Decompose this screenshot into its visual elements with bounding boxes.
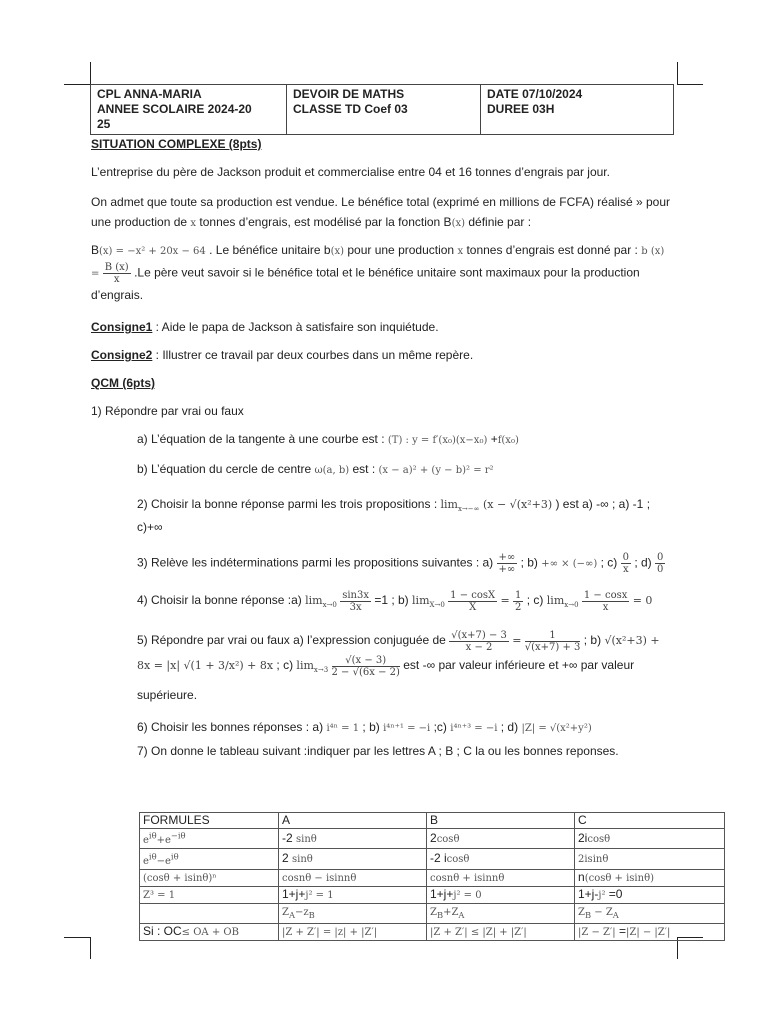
fraction: $\frac{+\infty}{+\infty}$ <box>498 552 516 576</box>
fraction: $\frac{√(x - 3)}{2 - √(6x - 2)}$ <box>331 654 400 678</box>
situation-heading: SITUATION COMPLEXE (8pts) <box>91 137 262 151</box>
table-header-row <box>140 813 725 829</box>
fraction: $\frac{B (x)}{x}$ <box>104 262 129 285</box>
fraction: $\frac{√(x+7) - 3}{x - 2}$ <box>451 629 507 653</box>
table-row: Si : OC≤ OA + OB |Z + Z′| = |z| + |Z′| |Z + Z′| ≤ |Z| + |Z′| |Z − Z′| =|Z| − |Z′| <box>140 923 725 940</box>
document-body <box>91 136 671 759</box>
school-year: ANNEE SCOLAIRE 2024-2025 <box>97 102 252 131</box>
fraction: $\frac{1 - \cos x}{x}$ <box>583 589 628 613</box>
fraction: $\frac{0}{0}$ <box>657 552 664 576</box>
document-header <box>90 84 674 135</box>
table-header: C <box>575 813 725 829</box>
question-7: 7) On donne le tableau suivant :indiquer par les lettres A ; B ; C la ou les bonnes reponses. <box>137 743 619 758</box>
question-1: 1) Répondre par vrai ou faux <box>91 404 244 418</box>
exam-date: DATE 07/10/2024 <box>487 87 583 101</box>
fraction: $\frac{\sin 3x}{3x}$ <box>342 589 369 613</box>
crop-mark <box>90 937 91 959</box>
header-date-cell <box>481 85 674 135</box>
question-6: 6) Choisir les bonnes réponses : a) i⁴ⁿ = 1 ; b) i⁴ⁿ⁺¹ = −i ;c) i⁴ⁿ⁺³ = −i ; d) |Z| = √(x²+y²) <box>137 719 592 734</box>
fraction: $\frac{0}{x}$ <box>622 552 629 576</box>
exam-class: CLASSE TD Coef 03 <box>293 102 408 116</box>
exam-title: DEVOIR DE MATHS <box>293 87 405 101</box>
fraction: $\frac{1}{√(x+7) + 3}$ <box>524 629 581 653</box>
formulas-table <box>139 812 725 941</box>
crop-mark <box>677 84 703 85</box>
question-5: 5) Répondre par vrai ou faux a) l’expression conjuguée de $\frac{√(x+7) - 3}{x - 2}$ = $\frac{1}{√(x+7) + 3}$ ; b) √(x²+3) + 8x = |x| √(1 + 3/x²) + 8x ; c) $\lim_{x\to 3}$ $\frac{√(x - 3)}{2 - √(6x - 2)}$ est -∞ par valeur inférieure et +∞ par valeur supérieure. <box>137 629 660 702</box>
table-header: B <box>427 813 575 829</box>
fraction: $\frac{1}{2}$ <box>515 589 522 613</box>
question-2: 2) Choisir la bonne réponse parmi les trois propositions : $\lim_{x\to-\infty} (x - √(x^2+3)$ ) est a) -∞ ; a) -1 ; c)+∞ <box>137 497 651 535</box>
qcm-heading: QCM (6pts) <box>91 376 155 390</box>
question-1a: a) L’équation de la tangente à une courbe est : (T) : y = f′(x₀)(x−x₀) +f(x₀) <box>137 432 519 446</box>
situation-paragraph-2: On admet que toute sa production est vendue. Le bénéfice total (exprimé en millions de FCFA) réalisé » pour une production de x tonnes d’engrais, est modélisé par la fonction B(x) définie par : <box>91 195 670 229</box>
table-row: Z³ = 1 1+j+j² = 1 1+j+j² = 0 1+j-j² =0 <box>140 886 725 903</box>
crop-mark <box>64 84 90 85</box>
consigne-1: Consigne1 : Aide le papa de Jackson à satisfaire son inquiétude. <box>91 320 439 334</box>
question-4: 4) Choisir la bonne réponse :a) $\lim_{x\to 0}$ $\frac{\sin 3x}{3x}$ =1 ; b) $\lim_{X\to 0}$ $\frac{1 - \cos X}{X}$ = $\frac{1}{2}$ ; c) $\lim_{x\to 0}$ $\frac{1 - \cos x}{x}$ = 0 <box>137 589 653 613</box>
crop-mark <box>677 62 678 84</box>
table-header: FORMULES <box>140 813 279 829</box>
header-school-cell <box>91 85 287 135</box>
fraction: $\frac{1 - \cos X}{X}$ <box>450 589 496 613</box>
situation-paragraph-3: B(x) = −x² + 20x − 64 . Le bénéfice unitaire b(x) pour une production x tonnes d’engrais est donné par : b (x) = $\frac{B (x)}{x}$ .Le père veut savoir si le bénéfice total et le bénéfice unitaire sont maximaux pour la production d’engrais. <box>91 243 665 302</box>
table-header: A <box>279 813 427 829</box>
table-row: $Z_A-z_B$ $Z_B+Z_A$ $Z_B - Z_A$ <box>140 903 725 923</box>
consigne-2: Consigne2 : Illustrer ce travail par deux courbes dans un même repère. <box>91 348 474 362</box>
table-row: $e^{i\theta}-e^{i\theta}$ 2 sinθ -2 icosθ 2isinθ <box>140 849 725 869</box>
crop-mark <box>90 62 91 84</box>
header-title-cell <box>287 85 481 135</box>
exam-duration: DUREE 03H <box>487 102 555 116</box>
school-name: CPL ANNA-MARIA <box>97 87 202 101</box>
question-1b: b) L’équation du cercle de centre ω(a, b) est : (x − a)² + (y − b)² = r² <box>137 462 494 476</box>
table-row: (cosθ + isinθ)ⁿ cosnθ − isinnθ cosnθ + isinnθ n(cosθ + isinθ) <box>140 869 725 886</box>
crop-mark <box>64 937 90 938</box>
question-3: 3) Relève les indéterminations parmi les propositions suivantes : a) $\frac{+\infty}{+\infty}$ ; b) +∞ × (−∞) ; c) $\frac{0}{x}$ ; d) $\frac{0}{0}$ <box>137 552 664 576</box>
table-row: $e^{i\theta}+e^{-i\theta}$ -2 sinθ 2cosθ 2icosθ <box>140 829 725 849</box>
situation-paragraph-1: L’entreprise du père de Jackson produit et commercialise entre 04 et 16 tonnes d’engrais par jour. <box>91 165 610 179</box>
